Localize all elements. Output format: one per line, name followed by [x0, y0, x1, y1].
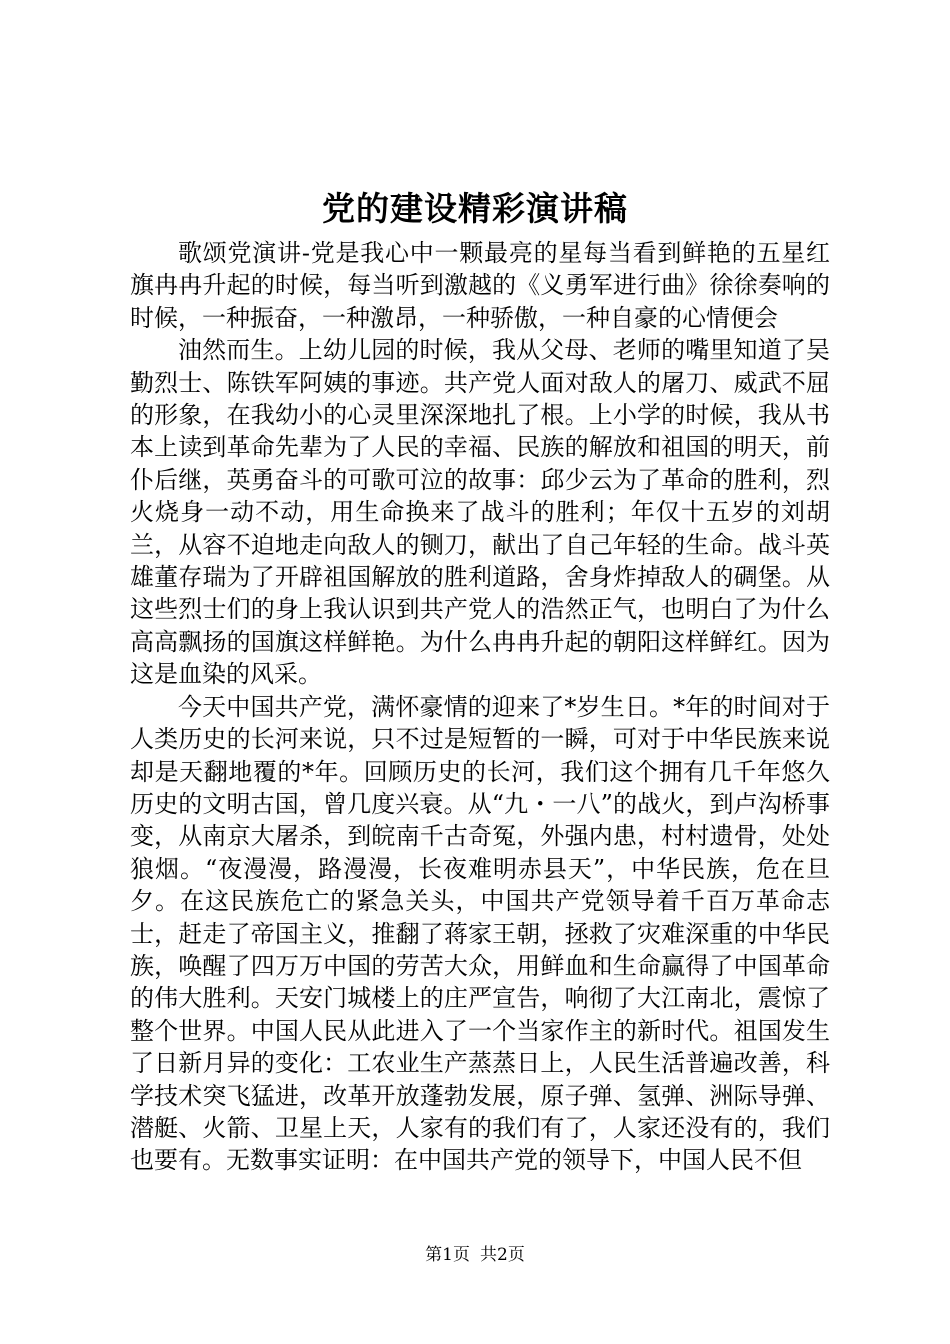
page-footer — [0, 1243, 950, 1267]
page-number-current: 第1页 — [425, 1245, 470, 1265]
paragraph-2: 油然而生。上幼儿园的时候，我从父母、老师的嘴里知道了吴勤烈士、陈铁军阿姨的事迹。共产党人面对敌人的屠刀、威武不屈的形象，在我幼小的心灵里深深地扎了根。上小学的时候，我从书本上读到革命先辈为了人民的幸福、民族的解放和祖国的明天，前仆后继，英勇奋斗的可歌可泣的故事：邱少云为了革命的胜利，烈火烧身一动不动，用生命换来了战斗的胜利；年仅十五岁的刘胡兰，从容不迫地走向敌人的铡刀，献出了自己年轻的生命。战斗英雄董存瑞为了开辟祖国解放的胜利道路，舍身炸掉敌人的碉堡。从这些烈士们的身上我认识到共产党人的浩然正气，也明白了为什么高高飘扬的国旗这样鲜艳。为什么冉冉升起的朝阳这样鲜红。因为这是血染的风采。 — [130, 336, 830, 689]
document-title: 党的建设精彩演讲稿 — [322, 189, 628, 228]
page-number-total: 共2页 — [480, 1245, 525, 1265]
document-body — [130, 237, 830, 1177]
paragraph-1: 歌颂党演讲-党是我心中一颗最亮的星每当看到鲜艳的五星红旗冉冉升起的时候，每当听到激越的《义勇军进行曲》徐徐奏响的时候，一种振奋，一种激昂，一种骄傲，一种自豪的心情便会 — [130, 239, 830, 332]
paragraph-3: 今天中国共产党，满怀豪情的迎来了*岁生日。*年的时间对于人类历史的长河来说，只不过是短暂的一瞬，可对于中华民族来说却是天翻地覆的*年。回顾历史的长河，我们这个拥有几千年悠久历史的文明古国，曾几度兴衰。从“九・一八”的战火，到卢沟桥事变，从南京大屠杀，到皖南千古奇冤，外强内患，村村遗骨，处处狼烟。“夜漫漫，路漫漫，长夜难明赤县天”，中华民族，危在旦夕。在这民族危亡的紧急关头，中国共产党领导着千百万革命志士，赶走了帝国主义，推翻了蒋家王朝，拯救了灾难深重的中华民族，唤醒了四万万中国的劳苦大众，用鲜血和生命赢得了中国革命的伟大胜利。天安门城楼上的庄严宣告，响彻了大江南北，震惊了整个世界。中国人民从此进入了一个当家作主的新时代。祖国发生了日新月异的变化：工农业生产蒸蒸日上，人民生活普遍改善，科学技术突飞猛进，改革开放蓬勃发展，原子弹、氢弹、洲际导弹、潜艇、火箭、卫星上天，人家有的我们有了，人家还没有的，我们也要有。无数事实证明：在中国共产党的领导下，中国人民不但 — [130, 692, 830, 1175]
